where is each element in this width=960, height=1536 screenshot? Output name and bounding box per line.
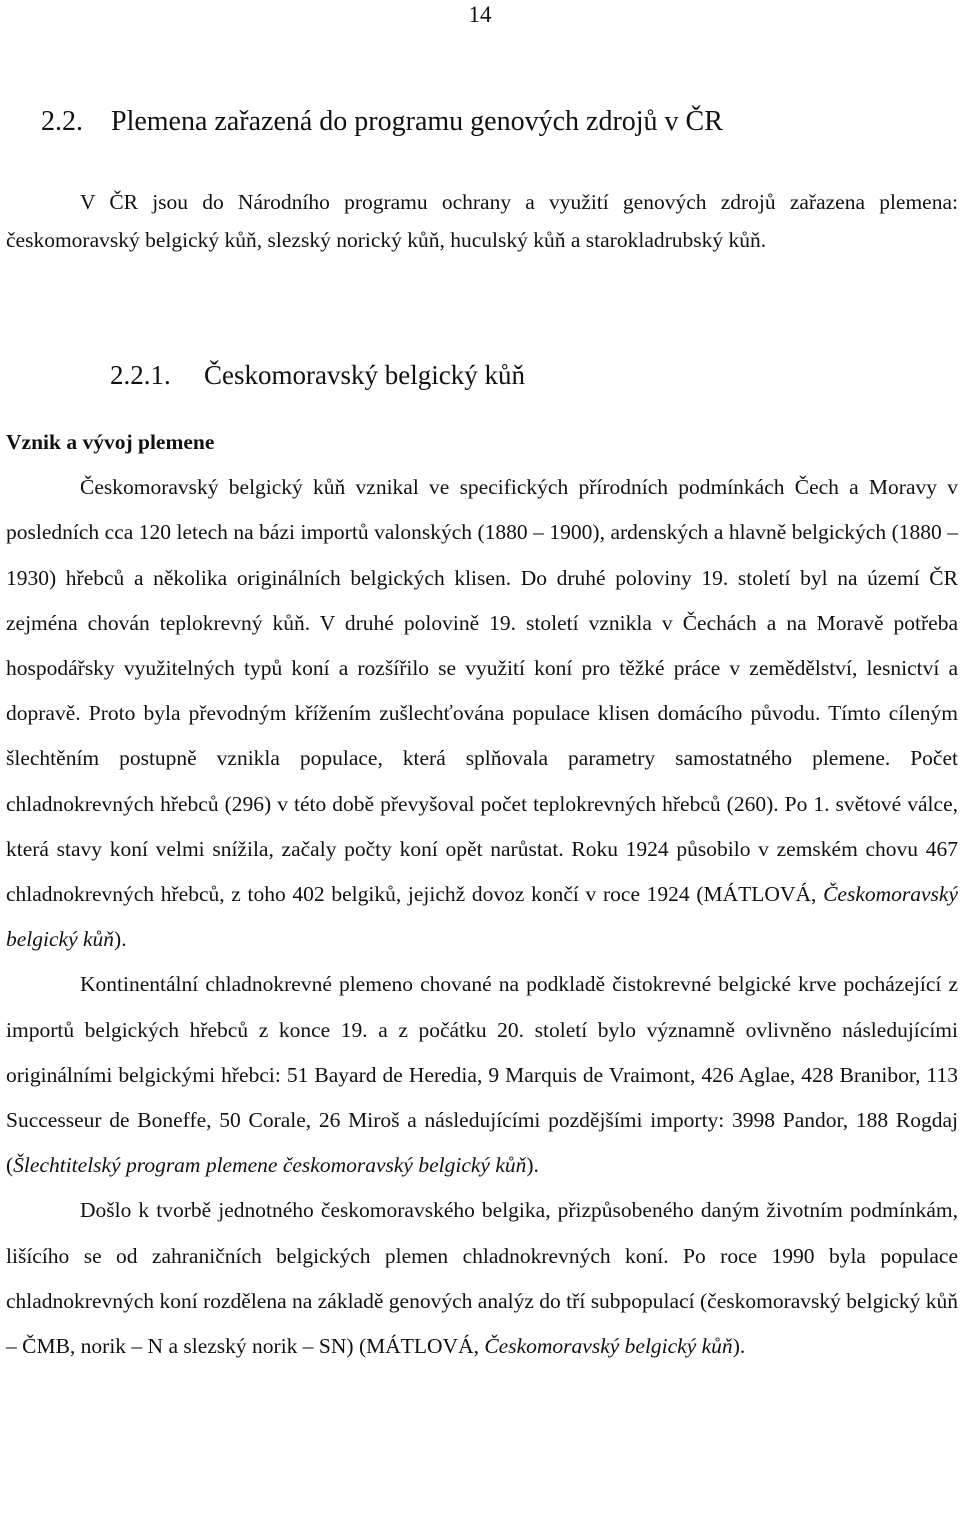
paragraph-3-end: ). bbox=[732, 1334, 746, 1359]
subheading: Vznik a vývoj plemene bbox=[6, 430, 215, 454]
paragraph-2-citation: Šlechtitelský program plemene českomoravský belgický kůň bbox=[13, 1153, 527, 1178]
paragraph-3-citation: Českomoravský belgický kůň bbox=[484, 1334, 733, 1359]
paragraph-1-text: Českomoravský belgický kůň vznikal ve specifických přírodních podmínkách Čech a Moravy v posledních cca 120 letech na bázi importů valonských (1880 – 1900), ardenských a hlavně belgických (1880 – 1930) hřebců a několika originálních belgických klisen. Do druhé poloviny 19. století byl na území ČR zejména chován teplokrevný kůň. V druhé polovině 19. století vznikla v Čechách a na Moravě potřeba hospodářsky využitelných typů koní a rozšířilo se využití koní pro těžké práce v zemědělství, lesnictví a dopravě. Proto byla převodným křížením zušlechťována populace klisen domácího původu. Tímto cíleným šlechtěním postupně vznikla populace, která splňovala parametry samostatného plemene. Počet chladnokrevných hřebců (296) v této době převyšoval počet teplokrevných hřebců (260). Po 1. světové válce, která stavy koní velmi snížila, začaly počty koní opět narůstat. Roku 1924 působilo v zemském chovu 467 chladnokrevných hřebců, z toho 402 belgiků, jejichž dovoz končí v roce 1924 (MÁTLOVÁ, bbox=[6, 475, 958, 907]
paragraph-1-end: ). bbox=[114, 927, 127, 952]
subsection-number: 2.2.1. bbox=[110, 360, 171, 390]
subsection-heading bbox=[110, 360, 525, 391]
paragraph-2-end: ). bbox=[526, 1153, 539, 1178]
paragraph-3 bbox=[6, 1188, 958, 1369]
paragraph-3-text: Došlo k tvorbě jednotného českomoravského belgika, přizpůsobeného daným životním podmínkám, lišícího se od zahraničních belgických plemen chladnokrevných koní. Po roce 1990 byla populace chladnokrevných koní rozdělena na základě genových analýz do tří subpopulací (českomoravský belgický kůň – ČMB, norik – N a slezský norik – SN) (MÁTLOVÁ, bbox=[6, 1198, 958, 1359]
paragraph-2-text: Kontinentální chladnokrevné plemeno chované na podkladě čistokrevné belgické krve pocházející z importů belgických hřebců z konce 19. a z počátku 20. století bylo významně ovlivněno následujícími originálními belgickými hřebci: 51 Bayard de Heredia, 9 Marquis de Vraimont, 426 Aglae, 428 Branibor, 113 Successeur de Boneffe, 50 Corale, 26 Miroš a následujícími pozdějšími importy: 3998 Pandor, 188 Rogdaj ( bbox=[6, 972, 958, 1178]
paragraph-1 bbox=[6, 465, 958, 962]
section-number: 2.2. bbox=[41, 106, 83, 137]
subsection-title: Českomoravský belgický kůň bbox=[204, 360, 525, 390]
main-text bbox=[6, 420, 958, 1369]
section-heading bbox=[41, 106, 723, 138]
paragraph-1-citation: Českomoravský belgický kůň bbox=[6, 882, 958, 952]
paragraph-2 bbox=[6, 962, 958, 1188]
intro-paragraph: V ČR jsou do Národního programu ochrany a využití genových zdrojů zařazena plemena: českomoravský belgický kůň, slezský norický kůň, huculský kůň a starokladrubský kůň. bbox=[6, 190, 958, 252]
page-number: 14 bbox=[468, 2, 492, 27]
section-title: Plemena zařazená do programu genových zdrojů v ČR bbox=[111, 106, 723, 137]
